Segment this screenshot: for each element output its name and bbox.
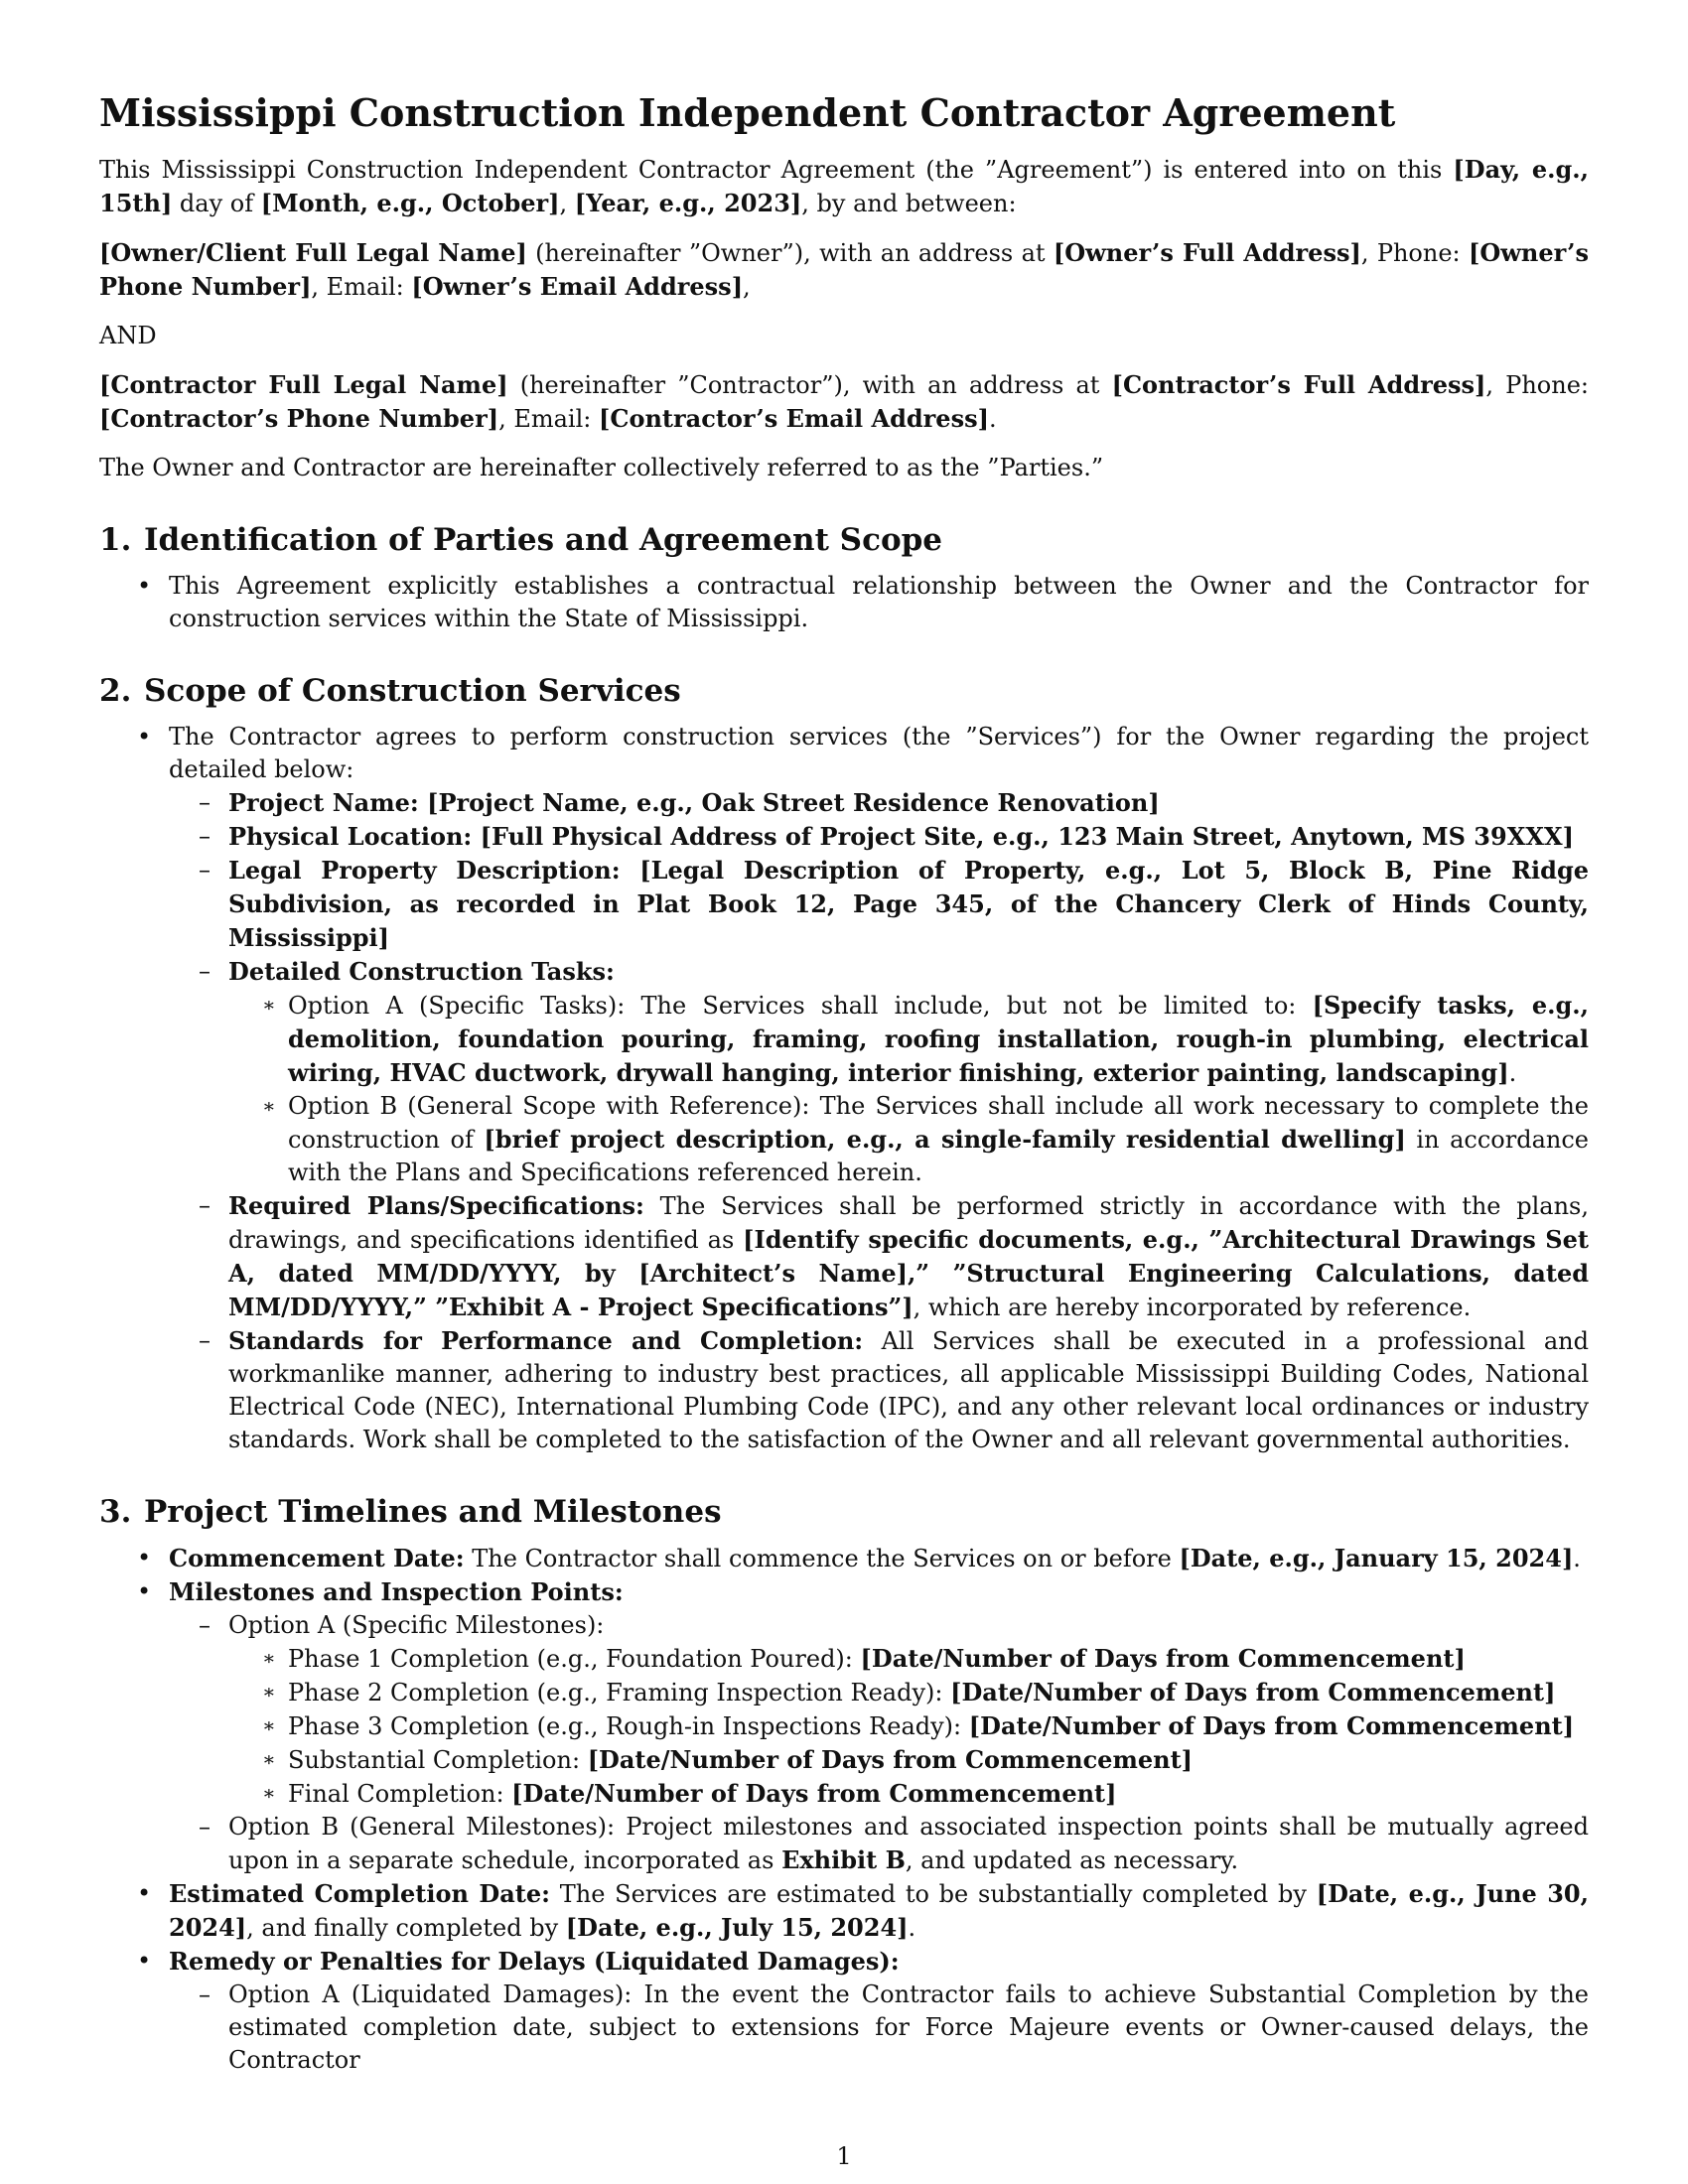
and-separator: AND bbox=[99, 322, 157, 349]
commencement-item: • Commencement Date: The Contractor shall commence the Services on or before [Date, e.g., January 15, 2024]. bbox=[137, 1544, 1581, 1572]
owner-phone-placeholder: [Owner’s Phone Number] bbox=[99, 238, 1590, 301]
project-name-item: – Project Name: [Project Name, e.g., Oak Street Residence Renovation] bbox=[199, 788, 1160, 817]
owner-email-placeholder: [Owner’s Email Address] bbox=[411, 272, 744, 301]
owner-paragraph: [Owner/Client Full Legal Name] (hereinafter ”Owner”), with an address at [Owner’s Full Address], Phone: [Owner’s Phone Number], Email: [Owner’s Email Address], bbox=[99, 238, 1590, 301]
section-1-heading: 1. Identification of Parties and Agreement Scope bbox=[99, 522, 943, 558]
phase-item: ∗ Final Completion: [Date/Number of Days from Commencement] bbox=[262, 1779, 1117, 1808]
legal-description-item: – Legal Property Description: [Legal Description of Property, e.g., Lot 5, Block B, Pine Ridge Subdivision, as recorded in Plat Book 12, Page 345, of the Chancery Clerk of Hinds County, Mississippi] bbox=[199, 856, 1590, 952]
parties-paragraph: The Owner and Contractor are hereinafter collectively referred to as the ”Parties.” bbox=[99, 454, 1104, 481]
project-details-list bbox=[99, 786, 1589, 1456]
month-placeholder: [Month, e.g., October] bbox=[260, 189, 560, 217]
section-1-list bbox=[99, 570, 1589, 635]
section-2-heading: 2. Scope of Construction Services bbox=[99, 673, 681, 709]
remedy-option-a: – Option A (Liquidated Damages): In the event the Contractor fails to achieve Substantial Completion by the estimated completion date, subject to extensions for Force Majeure events or Owner-caused delays, the Contractor bbox=[199, 1980, 1589, 2074]
list-item: • This Agreement explicitly establishes a contractual relationship between the Owner and the Contractor for construction services within the State of Mississippi. bbox=[137, 572, 1589, 632]
remedy-options-list bbox=[99, 1979, 1589, 2077]
contractor-phone-placeholder: [Contractor’s Phone Number] bbox=[99, 404, 499, 433]
contractor-paragraph: [Contractor Full Legal Name] (hereinafter ”Contractor”), with an address at [Contractor’s Full Address], Phone: [Contractor’s Phone Number], Email: [Contractor’s Email Address]. bbox=[99, 370, 1589, 433]
owner-address-placeholder: [Owner’s Full Address] bbox=[1053, 238, 1361, 267]
task-option-b: ∗ Option B (General Scope with Reference): The Services shall include all work necessary to complete the construction of [brief project description, e.g., a single-family residential dwelling] in accordance with the Plans and Specifications referenced herein. bbox=[262, 1092, 1590, 1186]
remedy-item: • Remedy or Penalties for Delays (Liquidated Damages): – Option A (Liquidated Damages): In the event the Contractor fails to achieve Substantial Completion by the estimated completion date, subject to extensions for Force Majeure events or Owner-caused delays, the Contractor bbox=[99, 1945, 1589, 2077]
section-3-list bbox=[99, 1542, 1589, 2077]
phase-item: ∗ Phase 1 Completion (e.g., Foundation Poured): [Date/Number of Days from Commencement] bbox=[262, 1644, 1466, 1673]
milestones-item: • Milestones and Inspection Points: – Option A (Specific Milestones): ∗ Phase 1 Completion (e.g., Foundation Poured): [Date/Number of Days from Commencement] ∗ Phase 2 Completion (e.g., Framing Inspection Ready): [Date/Number of Days from Commencement] ∗ Phase 3 Completion (e.g., Rough-in Inspections Ready): [Date/Number of Days from Commencement] ∗ Substantial Completion: [Date/Number of Days from Commencement] ∗ Final Completion: [Date/Number of Days from Commencement] – Option B (General Milestones): Project milestones and associated inspection points shall be mutually agreed upon in a separate schedule, incorporated as Exhibit B, and updated as necessary. bbox=[99, 1575, 1589, 1877]
phase-item: ∗ Phase 3 Completion (e.g., Rough-in Inspections Ready): [Date/Number of Days from Commencement] bbox=[262, 1711, 1575, 1740]
year-placeholder: [Year, e.g., 2023] bbox=[574, 189, 802, 217]
estimated-completion-item: • Estimated Completion Date: The Services are estimated to be substantially completed by [Date, e.g., June 30, 2024], and finally completed by [Date, e.g., July 15, 2024]. bbox=[137, 1879, 1589, 1942]
location-item: – Physical Location: [Full Physical Address of Project Site, e.g., 123 Main Street, Anytown, MS 39XXX] bbox=[199, 822, 1574, 851]
phase-item: ∗ Phase 2 Completion (e.g., Framing Inspection Ready): [Date/Number of Days from Commencement] bbox=[262, 1678, 1556, 1706]
document-title: Mississippi Construction Independent Contractor Agreement bbox=[99, 90, 1396, 135]
list-item: • The Contractor agrees to perform construction services (the ”Services”) for the Owner regarding the project detailed below: – Project Name: [Project Name, e.g., Oak Street Residence Renovation] – Physical Location: [Full Physical Address of Project Site, e.g., 123 Main Street, Anytown, MS 39XXX] – Legal Property Description: [Legal Description of Property, e.g., Lot 5, Block B, Pine Ridge Subdivision, as recorded in Plat Book 12, Page 345, of the Chancery Clerk of Hinds County, Mississippi] – Detailed Construction Tasks: ∗ Option A (Specific Tasks): The Services shall include, but not be limited to: [Specify tasks, e.g., demolition, foundation pouring, framing, roofing installation, rough-in plumbing, electrical wiring, HVAC ductwork, drywall hanging, interior finishing, exterior painting, landscaping]. ∗ Option B (General Scope with Reference): The Services shall include all work necessary to complete the construction of [brief project description, e.g., a single-family residential dwelling] in accordance with the Plans and Specifications referenced herein. – Required Plans/Specifications: The Services shall be performed strictly in accordance with the plans, drawings, and specifications identified as [Identify specific documents, e.g., ”Architectural Drawings Set A, dated MM/DD/YYYY, by [Architect’s Name],” ”Structural Engineering Calculations, dated MM/DD/YYYY,” ”Exhibit A - Project Specifications”], which are hereby incorporated by reference. – Standards for Performance and Completion: All Services shall be executed in a professional and workmanlike manner, adhering to industry best practices, all applicable Mississippi Building Codes, National Electrical Code (NEC), International Plumbing Code (IPC), and any other relevant local ordinances or industry standards. Work shall be completed to the satisfaction of the Owner and all relevant governmental authorities. bbox=[99, 721, 1589, 1456]
task-option-a: ∗ Option A (Specific Tasks): The Services shall include, but not be limited to: [Specify tasks, e.g., demolition, foundation pouring, framing, roofing installation, rough-in plumbing, electrical wiring, HVAC ductwork, drywall hanging, interior finishing, exterior painting, landscaping]. bbox=[262, 991, 1589, 1087]
milestone-option-b: – Option B (General Milestones): Project milestones and associated inspection points shall be mutually agreed upon in a separate schedule, incorporated as Exhibit B, and updated as necessary. bbox=[199, 1813, 1589, 1874]
milestone-option-a: – Option A (Specific Milestones): ∗ Phase 1 Completion (e.g., Foundation Poured): [Date/Number of Days from Commencement] ∗ Phase 2 Completion (e.g., Framing Inspection Ready): [Date/Number of Days from Commencement] ∗ Phase 3 Completion (e.g., Rough-in Inspections Ready): [Date/Number of Days from Commencement] ∗ Substantial Completion: [Date/Number of Days from Commencement] ∗ Final Completion: [Date/Number of Days from Commencement] bbox=[169, 1609, 1589, 1811]
milestone-options-list bbox=[99, 1609, 1589, 1877]
owner-name-placeholder: [Owner/Client Full Legal Name] bbox=[99, 238, 527, 267]
page-number: 1 bbox=[836, 2142, 852, 2170]
contractor-email-placeholder: [Contractor’s Email Address] bbox=[599, 404, 989, 433]
standards-item: – Standards for Performance and Completion: All Services shall be executed in a professional and workmanlike manner, adhering to industry best practices, all applicable Mississippi Building Codes, National Electrical Code (NEC), International Plumbing Code (IPC), and any other relevant local ordinances or industry standards. Work shall be completed to the satisfaction of the Owner and all relevant governmental authorities. bbox=[199, 1326, 1589, 1453]
construction-tasks-item: – Detailed Construction Tasks: ∗ Option A (Specific Tasks): The Services shall include, but not be limited to: [Specify tasks, e.g., demolition, foundation pouring, framing, roofing installation, rough-in plumbing, electrical wiring, HVAC ductwork, drywall hanging, interior finishing, exterior painting, landscaping]. ∗ Option B (General Scope with Reference): The Services shall include all work necessary to complete the construction of [brief project description, e.g., a single-family residential dwelling] in accordance with the Plans and Specifications referenced herein. bbox=[169, 955, 1589, 1189]
phase-list bbox=[228, 1642, 1589, 1811]
intro-text: This Mississippi Construction Independent Contractor Agreement (the ”Agreement”) is entered into on this bbox=[99, 156, 1454, 184]
phase-item: ∗ Substantial Completion: [Date/Number of Days from Commencement] bbox=[262, 1745, 1194, 1774]
day-placeholder: [Day, e.g., 15th] bbox=[99, 155, 1589, 217]
section-3-heading: 3. Project Timelines and Milestones bbox=[99, 1494, 722, 1530]
task-options-list bbox=[228, 989, 1589, 1189]
contractor-name-placeholder: [Contractor Full Legal Name] bbox=[99, 370, 508, 399]
contractor-address-placeholder: [Contractor’s Full Address] bbox=[1111, 370, 1486, 399]
document-page bbox=[99, 79, 1589, 2077]
intro-paragraph: This Mississippi Construction Independent Contractor Agreement (the ”Agreement”) is entered into on this [Day, e.g., 15th] day of [Month, e.g., October], [Year, e.g., 2023], by and between: bbox=[99, 155, 1589, 217]
section-2-list bbox=[99, 721, 1589, 1456]
plans-item: – Required Plans/Specifications: The Services shall be performed strictly in accordance with the plans, drawings, and specifications identified as [Identify specific documents, e.g., ”Architectural Drawings Set A, dated MM/DD/YYYY, by [Architect’s Name],” ”Structural Engineering Calculations, dated MM/DD/YYYY,” ”Exhibit A - Project Specifications”], which are hereby incorporated by reference. bbox=[199, 1191, 1590, 1321]
